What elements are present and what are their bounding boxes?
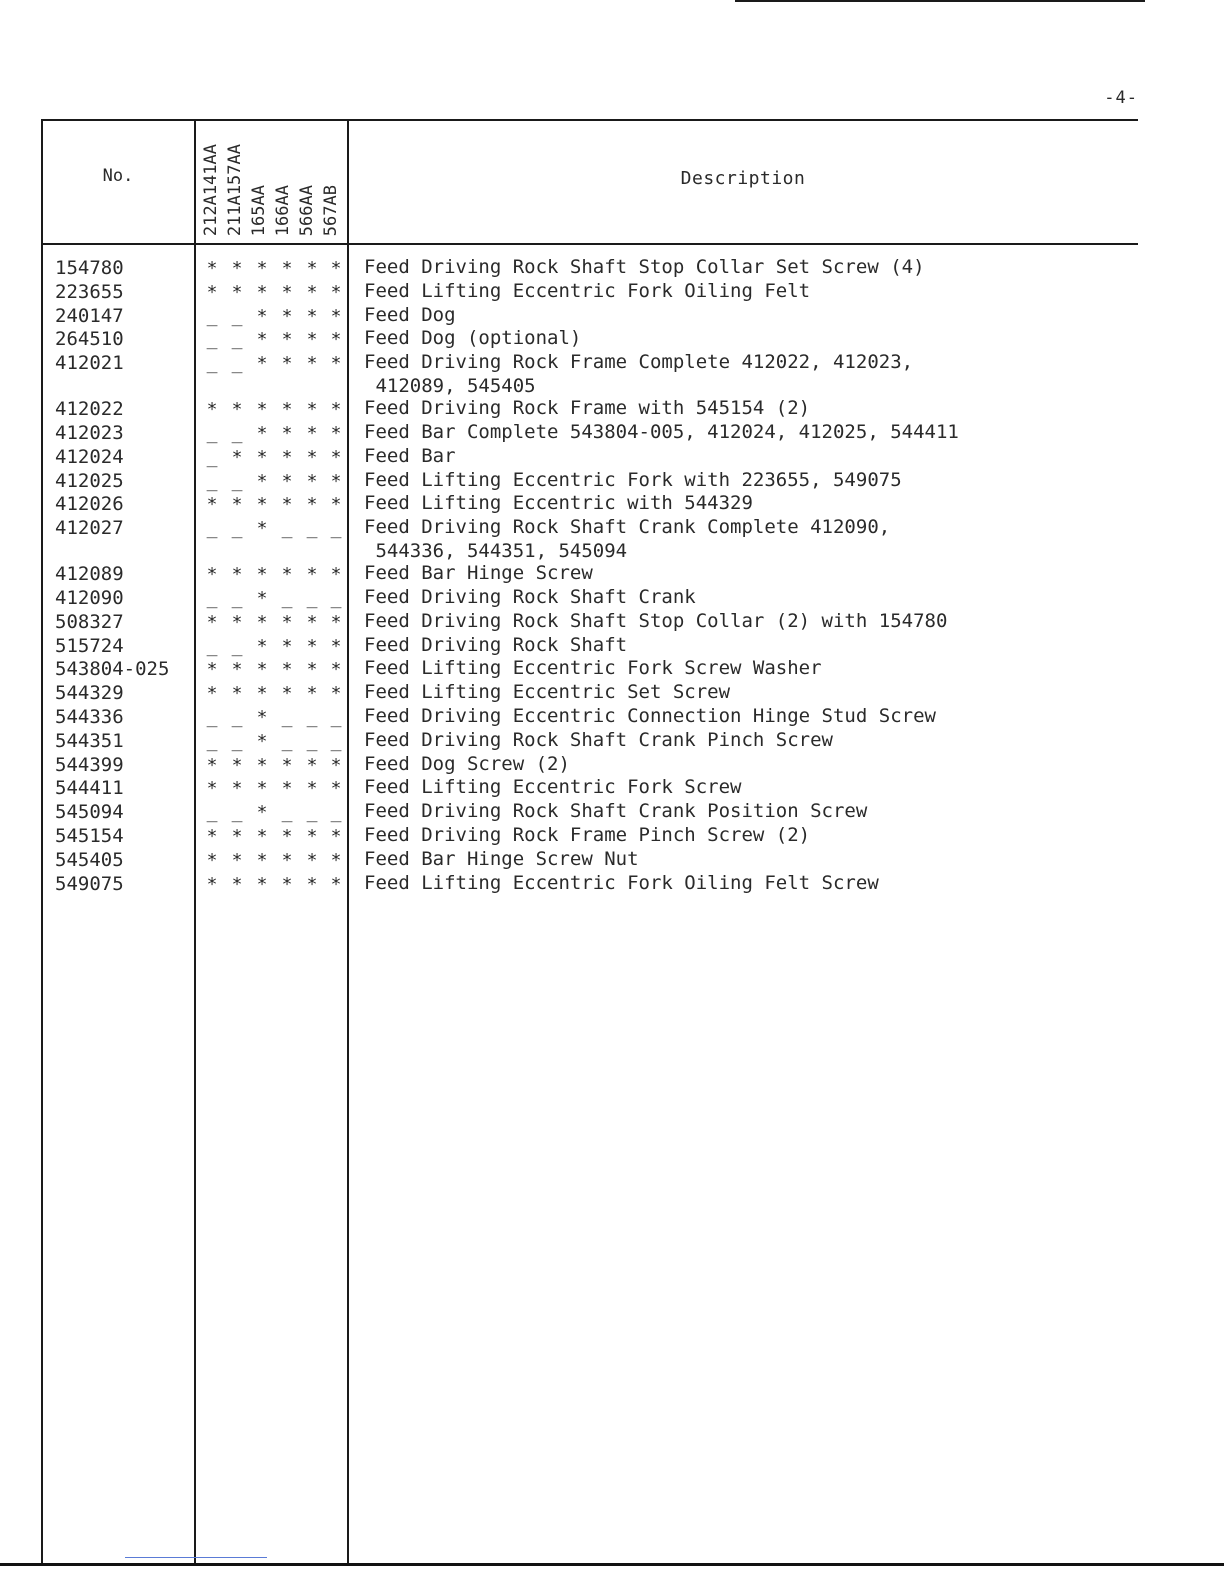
model-mark: * bbox=[256, 706, 268, 728]
model-mark: * bbox=[256, 730, 268, 752]
model-mark: _ bbox=[306, 730, 318, 752]
model-mark: _ bbox=[206, 470, 218, 492]
table-row bbox=[0, 610, 1224, 634]
model-mark: * bbox=[281, 329, 293, 351]
model-applicability bbox=[203, 304, 348, 328]
model-mark: * bbox=[256, 399, 268, 421]
model-mark: * bbox=[281, 564, 293, 586]
model-mark: * bbox=[231, 825, 243, 847]
model-mark: * bbox=[256, 281, 268, 303]
part-number: 508327 bbox=[55, 610, 124, 633]
model-applicability bbox=[203, 492, 348, 516]
model-mark: * bbox=[206, 494, 218, 516]
part-number: 223655 bbox=[55, 280, 124, 303]
table-row bbox=[0, 848, 1224, 872]
model-mark: * bbox=[330, 754, 342, 776]
model-label: 212A141AA bbox=[201, 143, 221, 236]
model-mark: * bbox=[206, 873, 218, 895]
model-mark: _ bbox=[231, 422, 243, 444]
model-applicability bbox=[203, 351, 348, 375]
model-mark: * bbox=[281, 258, 293, 279]
model-mark: _ bbox=[206, 305, 218, 327]
model-mark: _ bbox=[231, 730, 243, 752]
model-applicability bbox=[203, 753, 348, 777]
model-mark: * bbox=[330, 305, 342, 327]
model-mark: * bbox=[281, 353, 293, 375]
part-description: Feed Lifting Eccentric Fork Screw Washer bbox=[364, 657, 822, 680]
model-label: 566AA bbox=[297, 184, 317, 236]
part-description: Feed Driving Rock Shaft bbox=[364, 633, 628, 656]
model-mark: _ bbox=[231, 353, 243, 375]
part-description: Feed Driving Eccentric Connection Hinge Stud Screw bbox=[364, 704, 936, 727]
model-mark: * bbox=[330, 778, 342, 800]
model-mark: * bbox=[306, 635, 318, 657]
model-mark: * bbox=[330, 422, 342, 444]
table-row bbox=[0, 280, 1224, 304]
model-mark: * bbox=[306, 353, 318, 375]
model-mark: * bbox=[206, 281, 218, 303]
model-applicability bbox=[203, 800, 348, 824]
model-mark: * bbox=[256, 305, 268, 327]
model-mark: * bbox=[306, 470, 318, 492]
part-description: Feed Bar Complete 543804-005, 412024, 412025, 544411 bbox=[364, 420, 959, 443]
table-row bbox=[0, 421, 1224, 445]
model-mark: * bbox=[281, 422, 293, 444]
model-mark: * bbox=[330, 611, 342, 633]
part-number: 240147 bbox=[55, 304, 124, 327]
model-mark: _ bbox=[231, 329, 243, 351]
model-mark: * bbox=[306, 683, 318, 705]
model-mark: * bbox=[206, 754, 218, 776]
model-mark: * bbox=[330, 258, 342, 279]
model-mark: * bbox=[256, 635, 268, 657]
part-description: Feed Driving Rock Frame with 545154 (2) bbox=[364, 397, 811, 420]
model-mark: _ bbox=[231, 587, 243, 609]
model-mark: _ bbox=[281, 706, 293, 728]
model-mark: * bbox=[256, 683, 268, 705]
model-mark: * bbox=[206, 825, 218, 847]
part-number: 412027 bbox=[55, 517, 124, 540]
part-number: 544336 bbox=[55, 705, 124, 728]
model-mark: * bbox=[306, 849, 318, 871]
model-applicability bbox=[203, 729, 348, 753]
model-mark: * bbox=[206, 564, 218, 586]
model-mark: _ bbox=[206, 518, 218, 540]
model-mark: * bbox=[231, 778, 243, 800]
model-mark: _ bbox=[206, 353, 218, 375]
part-number: 412022 bbox=[55, 398, 124, 421]
model-mark: * bbox=[281, 446, 293, 468]
part-number: 412090 bbox=[55, 586, 124, 609]
model-mark: _ bbox=[206, 446, 218, 468]
part-description: Feed Bar bbox=[364, 444, 456, 467]
model-label: 211A157AA bbox=[225, 143, 245, 236]
part-number: 412021 bbox=[55, 352, 124, 375]
model-applicability bbox=[203, 256, 348, 280]
model-mark: * bbox=[330, 659, 342, 681]
part-number: 264510 bbox=[55, 328, 124, 351]
table-row bbox=[0, 304, 1224, 328]
model-mark: _ bbox=[231, 802, 243, 824]
model-mark: * bbox=[206, 659, 218, 681]
model-mark: * bbox=[256, 518, 268, 540]
table-row bbox=[0, 705, 1224, 729]
model-mark: _ bbox=[330, 706, 342, 728]
model-applicability bbox=[203, 848, 348, 872]
model-mark: * bbox=[231, 281, 243, 303]
model-mark: * bbox=[231, 611, 243, 633]
model-mark: _ bbox=[281, 730, 293, 752]
model-mark: * bbox=[206, 611, 218, 633]
part-description: Feed Dog Screw (2) bbox=[364, 752, 570, 775]
model-columns-header bbox=[198, 122, 348, 240]
model-mark: _ bbox=[231, 706, 243, 728]
model-mark: _ bbox=[330, 802, 342, 824]
model-mark: * bbox=[306, 329, 318, 351]
model-mark: * bbox=[281, 683, 293, 705]
model-mark: * bbox=[231, 683, 243, 705]
model-mark: _ bbox=[206, 587, 218, 609]
model-mark: * bbox=[281, 825, 293, 847]
model-mark: * bbox=[330, 353, 342, 375]
model-mark: * bbox=[281, 305, 293, 327]
model-mark: * bbox=[306, 305, 318, 327]
model-mark: * bbox=[206, 683, 218, 705]
parts-list bbox=[0, 256, 1224, 895]
model-applicability bbox=[203, 397, 348, 421]
table-top-rule bbox=[41, 119, 1138, 121]
model-mark: _ bbox=[281, 587, 293, 609]
model-mark: * bbox=[206, 399, 218, 421]
model-mark: * bbox=[306, 422, 318, 444]
model-mark: * bbox=[256, 258, 268, 279]
model-mark: * bbox=[330, 564, 342, 586]
model-applicability bbox=[203, 445, 348, 469]
model-mark: * bbox=[330, 281, 342, 303]
model-mark: _ bbox=[330, 730, 342, 752]
part-description: Feed Bar Hinge Screw bbox=[364, 562, 593, 585]
table-row bbox=[0, 492, 1224, 516]
part-number: 545094 bbox=[55, 801, 124, 824]
part-number: 544329 bbox=[55, 682, 124, 705]
table-row bbox=[0, 562, 1224, 586]
part-number: 545405 bbox=[55, 848, 124, 871]
model-mark: * bbox=[231, 446, 243, 468]
model-mark: * bbox=[281, 399, 293, 421]
model-mark: _ bbox=[330, 587, 342, 609]
model-mark: * bbox=[281, 635, 293, 657]
model-mark: * bbox=[256, 446, 268, 468]
model-mark: _ bbox=[206, 635, 218, 657]
model-mark: _ bbox=[206, 422, 218, 444]
model-mark: * bbox=[206, 849, 218, 871]
model-applicability bbox=[203, 657, 348, 681]
part-description: Feed Driving Rock Shaft Crank Complete 412090, 544336, 544351, 545094 bbox=[364, 516, 891, 562]
part-description: Feed Driving Rock Shaft Crank Position Screw bbox=[364, 800, 868, 823]
model-mark: * bbox=[281, 659, 293, 681]
model-mark: * bbox=[281, 849, 293, 871]
model-mark: * bbox=[256, 754, 268, 776]
part-description: Feed Lifting Eccentric Fork Screw bbox=[364, 776, 742, 799]
model-mark: * bbox=[306, 564, 318, 586]
part-number: 412025 bbox=[55, 469, 124, 492]
model-mark: * bbox=[330, 873, 342, 895]
table-row bbox=[0, 351, 1224, 397]
model-mark: * bbox=[306, 754, 318, 776]
part-description: Feed Lifting Eccentric with 544329 bbox=[364, 492, 753, 515]
model-mark: * bbox=[306, 281, 318, 303]
model-applicability bbox=[203, 776, 348, 800]
model-mark: * bbox=[256, 470, 268, 492]
model-mark: * bbox=[330, 825, 342, 847]
part-number: 549075 bbox=[55, 872, 124, 895]
part-number: 412089 bbox=[55, 563, 124, 586]
model-mark: * bbox=[231, 258, 243, 279]
model-mark: _ bbox=[231, 470, 243, 492]
model-mark: _ bbox=[231, 635, 243, 657]
part-description: Feed Driving Rock Frame Pinch Screw (2) bbox=[364, 823, 811, 846]
page-bottom-edge bbox=[0, 1563, 1224, 1566]
model-mark: * bbox=[256, 587, 268, 609]
model-mark: * bbox=[256, 353, 268, 375]
model-mark: _ bbox=[306, 518, 318, 540]
part-description: Feed Lifting Eccentric Fork Oiling Felt Screw bbox=[364, 871, 879, 894]
model-mark: * bbox=[330, 399, 342, 421]
table-row bbox=[0, 729, 1224, 753]
table-row bbox=[0, 516, 1224, 562]
model-mark: _ bbox=[206, 802, 218, 824]
model-mark: _ bbox=[306, 587, 318, 609]
model-mark: * bbox=[256, 873, 268, 895]
model-mark: _ bbox=[231, 305, 243, 327]
model-applicability bbox=[203, 705, 348, 729]
part-number: 515724 bbox=[55, 634, 124, 657]
model-mark: * bbox=[281, 470, 293, 492]
table-row bbox=[0, 256, 1224, 280]
part-description: Feed Driving Rock Shaft Crank bbox=[364, 585, 696, 608]
table-row bbox=[0, 800, 1224, 824]
part-number: 544351 bbox=[55, 729, 124, 752]
model-applicability bbox=[203, 586, 348, 610]
model-mark: * bbox=[231, 564, 243, 586]
model-applicability bbox=[203, 327, 348, 351]
model-mark: _ bbox=[281, 802, 293, 824]
model-mark: * bbox=[256, 849, 268, 871]
table-row bbox=[0, 445, 1224, 469]
table-row bbox=[0, 824, 1224, 848]
model-mark: * bbox=[231, 849, 243, 871]
bottom-scan-mark bbox=[125, 1557, 267, 1558]
model-mark: * bbox=[306, 659, 318, 681]
part-description: Feed Lifting Eccentric Fork Oiling Felt bbox=[364, 279, 811, 302]
model-applicability bbox=[203, 421, 348, 445]
model-mark: * bbox=[330, 446, 342, 468]
part-number: 544411 bbox=[55, 777, 124, 800]
model-applicability bbox=[203, 634, 348, 658]
model-mark: _ bbox=[206, 329, 218, 351]
model-mark: * bbox=[281, 778, 293, 800]
model-mark: * bbox=[256, 494, 268, 516]
header-bottom-rule bbox=[41, 243, 1138, 245]
table-row bbox=[0, 776, 1224, 800]
part-description: Feed Dog bbox=[364, 303, 456, 326]
model-label: 165AA bbox=[249, 184, 269, 236]
part-description: Feed Lifting Eccentric Fork with 223655, 549075 bbox=[364, 468, 902, 491]
part-number: 412023 bbox=[55, 421, 124, 444]
model-mark: * bbox=[256, 329, 268, 351]
model-mark: _ bbox=[206, 706, 218, 728]
model-mark: _ bbox=[306, 706, 318, 728]
table-row bbox=[0, 872, 1224, 896]
model-mark: * bbox=[231, 494, 243, 516]
table-row bbox=[0, 634, 1224, 658]
model-mark: * bbox=[206, 778, 218, 800]
table-row bbox=[0, 657, 1224, 681]
part-number: 412024 bbox=[55, 445, 124, 468]
model-mark: * bbox=[306, 778, 318, 800]
column-header-description: Description bbox=[680, 168, 806, 189]
model-applicability bbox=[203, 872, 348, 896]
model-applicability bbox=[203, 681, 348, 705]
model-mark: * bbox=[231, 873, 243, 895]
table-row bbox=[0, 397, 1224, 421]
model-mark: * bbox=[256, 611, 268, 633]
table-row bbox=[0, 469, 1224, 493]
model-label: 567AB bbox=[321, 184, 341, 236]
part-description: Feed Bar Hinge Screw Nut bbox=[364, 847, 639, 870]
model-mark: * bbox=[330, 635, 342, 657]
part-description: Feed Lifting Eccentric Set Screw bbox=[364, 681, 731, 704]
part-description: Feed Driving Rock Shaft Stop Collar (2) with 154780 bbox=[364, 609, 948, 632]
model-mark: * bbox=[231, 659, 243, 681]
model-applicability bbox=[203, 610, 348, 634]
model-applicability bbox=[203, 562, 348, 586]
model-mark: _ bbox=[306, 802, 318, 824]
part-description: Feed Driving Rock Frame Complete 412022, 412023, 412089, 545405 bbox=[364, 351, 914, 397]
model-mark: _ bbox=[281, 518, 293, 540]
model-mark: * bbox=[306, 825, 318, 847]
model-mark: * bbox=[231, 754, 243, 776]
model-mark: * bbox=[281, 611, 293, 633]
part-number: 543804-025 bbox=[55, 658, 170, 681]
part-description: Feed Dog (optional) bbox=[364, 327, 582, 350]
model-mark: * bbox=[206, 258, 218, 279]
model-mark: * bbox=[330, 470, 342, 492]
model-mark: * bbox=[256, 564, 268, 586]
model-mark: * bbox=[281, 754, 293, 776]
model-mark: * bbox=[306, 258, 318, 279]
model-mark: * bbox=[330, 849, 342, 871]
model-applicability bbox=[203, 516, 348, 540]
part-number: 544399 bbox=[55, 753, 124, 776]
model-mark: * bbox=[281, 873, 293, 895]
model-mark: * bbox=[330, 494, 342, 516]
top-edge-line bbox=[735, 0, 1145, 2]
model-mark: * bbox=[330, 683, 342, 705]
table-row bbox=[0, 586, 1224, 610]
model-label: 166AA bbox=[273, 184, 293, 236]
column-header-no: No. bbox=[102, 166, 134, 186]
model-mark: * bbox=[281, 494, 293, 516]
part-description: Feed Driving Rock Shaft Crank Pinch Screw bbox=[364, 728, 833, 751]
model-mark: * bbox=[306, 494, 318, 516]
model-mark: _ bbox=[231, 518, 243, 540]
model-applicability bbox=[203, 824, 348, 848]
model-mark: _ bbox=[206, 730, 218, 752]
model-mark: * bbox=[256, 778, 268, 800]
model-mark: _ bbox=[330, 518, 342, 540]
table-row bbox=[0, 681, 1224, 705]
model-mark: * bbox=[256, 659, 268, 681]
table-row bbox=[0, 753, 1224, 777]
part-number: 545154 bbox=[55, 824, 124, 847]
model-mark: * bbox=[256, 802, 268, 824]
model-applicability bbox=[203, 280, 348, 304]
model-mark: * bbox=[231, 399, 243, 421]
part-description: Feed Driving Rock Shaft Stop Collar Set Screw (4) bbox=[364, 256, 925, 278]
model-mark: * bbox=[306, 399, 318, 421]
model-mark: * bbox=[306, 446, 318, 468]
model-mark: * bbox=[256, 422, 268, 444]
model-mark: * bbox=[330, 329, 342, 351]
part-number: 412026 bbox=[55, 493, 124, 516]
model-mark: * bbox=[306, 873, 318, 895]
table-row bbox=[0, 327, 1224, 351]
model-mark: * bbox=[281, 281, 293, 303]
model-mark: * bbox=[256, 825, 268, 847]
model-applicability bbox=[203, 469, 348, 493]
page-number: -4- bbox=[1104, 88, 1138, 108]
part-number: 154780 bbox=[55, 257, 124, 279]
model-mark: * bbox=[306, 611, 318, 633]
